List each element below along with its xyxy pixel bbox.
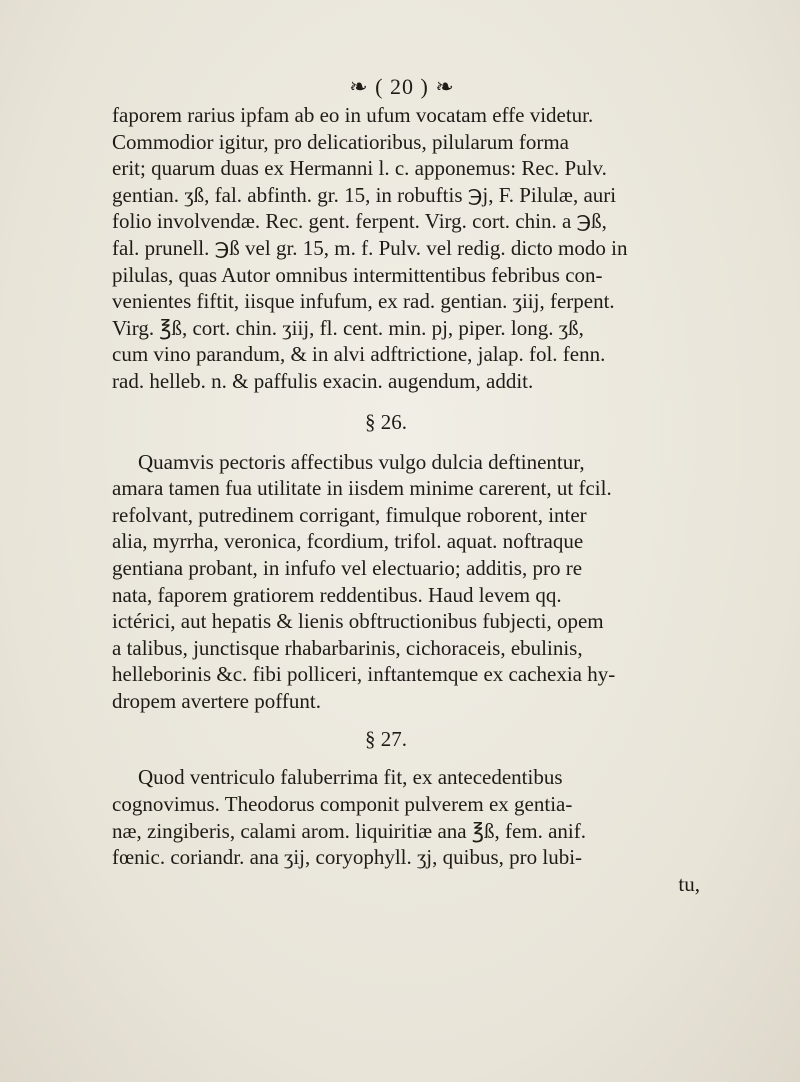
paragraph-continuation bbox=[112, 102, 700, 395]
section-heading-26: § 26. bbox=[365, 409, 407, 434]
text-line: cum vino parandum, & in alvi adftrictione, jalap. fol. fenn. bbox=[112, 342, 606, 367]
text-line: pilulas, quas Autor omnibus intermittentibus febribus con- bbox=[112, 262, 603, 287]
text-line: Quamvis pectoris affectibus vulgo dulcia deftinentur, bbox=[138, 449, 585, 474]
text-line: alia, myrrha, veronica, fcordium, trifol. aquat. noftraque bbox=[112, 529, 584, 554]
catchword: tu, bbox=[678, 871, 700, 896]
text-line: nata, faporem gratiorem reddentibus. Haud levem qq. bbox=[112, 582, 562, 607]
text-line: ictérici, aut hepatis & lienis obftructionibus fubjecti, opem bbox=[112, 609, 604, 634]
text-line: Commodior igitur, pro delicatioribus, pilularum forma bbox=[112, 129, 569, 154]
text-line: Quod ventriculo faluberrima fit, ex antecedentibus bbox=[138, 765, 563, 790]
text-line: gentiana probant, in infufo vel electuario; additis, pro re bbox=[112, 555, 583, 580]
section-heading-27: § 27. bbox=[365, 727, 407, 752]
text-line: refolvant, putredinem corrigant, fimulque roborent, inter bbox=[112, 502, 587, 527]
text-line: dropem avertere poffunt. bbox=[112, 688, 321, 713]
section-26-paragraph bbox=[112, 449, 700, 715]
page-text bbox=[112, 72, 700, 897]
text-line: amara tamen fua utilitate in iisdem minime carerent, ut fcil. bbox=[112, 476, 612, 501]
text-line: folio involvendæ. Rec. gent. ferpent. Virg. cort. chin. a ℈ß, bbox=[112, 209, 607, 234]
page-header: ❧ ( 20 ) ❧ bbox=[349, 74, 455, 99]
text-line: helleborinis &c. fibi polliceri, inftantemque ex cachexia hy- bbox=[112, 662, 616, 687]
text-line: faporem rarius ipfam ab eo in ufum vocatam effe videtur. bbox=[112, 103, 594, 127]
text-line: fœnic. coriandr. ana ʒij, coryophyll. ʒj, quibus, pro lubi- bbox=[112, 845, 583, 870]
text-line: fal. prunell. ℈ß vel gr. 15, m. f. Pulv. vel redig. dicto modo in bbox=[112, 235, 628, 260]
text-line: rad. helleb. n. & paffulis exacin. augendum, addit. bbox=[112, 368, 534, 393]
text-line: venientes fiftit, iisque infufum, ex rad. gentian. ʒiij, ferpent. bbox=[112, 289, 615, 314]
text-line: a talibus, junctisque rhabarbarinis, cichoraceis, ebulinis, bbox=[112, 635, 583, 660]
text-line: Virg. ℥ß, cort. chin. ʒiij, fl. cent. min. pj, piper. long. ʒß, bbox=[112, 315, 584, 340]
text-line: cognovimus. Theodorus componit pulverem ex gentia- bbox=[112, 792, 573, 817]
section-27-paragraph bbox=[112, 764, 700, 870]
text-line: næ, zingiberis, calami arom. liquiritiæ ana ℥ß, fem. anif. bbox=[112, 818, 587, 843]
text-line: erit; quarum duas ex Hermanni l. c. apponemus: Rec. Pulv. bbox=[112, 156, 607, 181]
text-line: gentian. ʒß, fal. abfinth. gr. 15, in robuftis ℈j, F. Pilulæ, auri bbox=[112, 182, 617, 207]
